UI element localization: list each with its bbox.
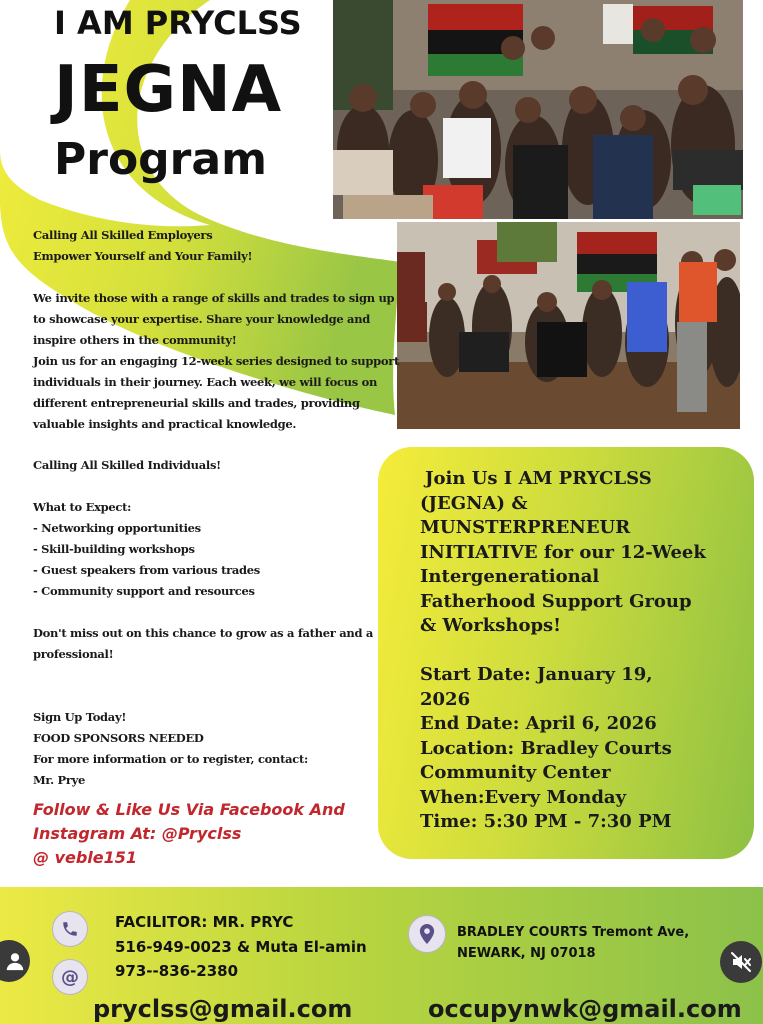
- follow-line: Instagram At: @Pryclss: [33, 824, 242, 843]
- callout-line: Join Us I AM PRYCLSS: [425, 468, 652, 489]
- event-callout-box: [378, 447, 754, 859]
- phone-2: 973--836-2380: [115, 962, 239, 980]
- mute-button[interactable]: [720, 941, 762, 983]
- expect-item: - Guest speakers from various trades: [33, 563, 260, 577]
- callout-line: MUNSTERPRENEUR: [420, 517, 631, 538]
- schedule-day: When:Every Monday: [420, 786, 627, 808]
- schedule-time: Time: 5:30 PM - 7:30 PM: [420, 811, 672, 832]
- intro-paragraph-line: We invite those with a range of skills and trades to sign up: [33, 291, 395, 305]
- address-line-2: NEWARK, NJ 07018: [457, 946, 596, 961]
- expect-item: - Networking opportunities: [33, 521, 201, 535]
- intro-paragraph-line: individuals in their journey. Each week, we will focus on: [33, 375, 378, 389]
- address-line-1: BRADLEY COURTS Tremont Ave,: [457, 925, 690, 940]
- email-2[interactable]: occupynwk@gmail.com: [428, 995, 742, 1023]
- callout-line: Fatherhood Support Group: [420, 590, 692, 612]
- callout-line: (JEGNA) &: [420, 492, 528, 514]
- intro-paragraph-line: Join us for an engaging 12-week series designed to support: [33, 354, 399, 368]
- follow-line: @ veble151: [33, 848, 138, 867]
- title-line-1: I AM PRYCLSS: [54, 4, 302, 42]
- location-pin-icon: [408, 915, 446, 953]
- expect-heading: What to Expect:: [33, 500, 132, 514]
- signup-line: Sign Up Today!: [33, 710, 127, 724]
- signup-line: FOOD SPONSORS NEEDED: [33, 731, 204, 745]
- callout-line: & Workshops!: [420, 615, 562, 636]
- phone-1: 516-949-0023 & Muta El-amin: [115, 938, 367, 956]
- start-date: Start Date: January 19,: [420, 664, 653, 685]
- social-follow: [33, 798, 345, 870]
- speaker-muted-icon: [729, 950, 753, 974]
- at-sign-icon: @: [52, 959, 88, 995]
- group-photo-2: [397, 222, 740, 429]
- title-line-3: Program: [54, 134, 267, 185]
- start-date-year: 2026: [420, 688, 471, 710]
- dont-miss-line: Don't miss out on this chance to grow as a father and a: [33, 626, 374, 640]
- phone-icon: [52, 911, 88, 947]
- user-icon: [4, 950, 26, 972]
- calling-individuals: Calling All Skilled Individuals!: [33, 458, 221, 472]
- follow-line: Follow & Like Us Via Facebook And: [33, 800, 345, 819]
- intro-paragraph-line: inspire others in the community!: [33, 333, 237, 347]
- intro-heading-2: Empower Yourself and Your Family!: [33, 249, 253, 263]
- callout-line: Intergenerational: [420, 566, 600, 587]
- intro-paragraph-line: valuable insights and practical knowledge.: [33, 417, 297, 431]
- contact-footer: [0, 887, 763, 1024]
- title-line-2: JEGNA: [54, 53, 283, 127]
- intro-paragraph-line: to showcase your expertise. Share your knowledge and: [33, 312, 370, 326]
- dont-miss-line: professional!: [33, 647, 114, 661]
- facilitator: FACILITOR: MR. PRYC: [115, 913, 294, 931]
- expect-item: - Community support and resources: [33, 584, 255, 598]
- contact-name: Mr. Prye: [33, 773, 86, 787]
- end-date: End Date: April 6, 2026: [420, 713, 657, 734]
- location: Location: Bradley Courts: [420, 737, 672, 759]
- location-line-2: Community Center: [420, 762, 611, 783]
- email-1[interactable]: pryclss@gmail.com: [93, 995, 353, 1023]
- signup-line: For more information or to register, contact:: [33, 752, 308, 766]
- intro-heading-1: Calling All Skilled Employers: [33, 228, 213, 242]
- group-photo-1: [333, 0, 743, 219]
- expect-item: - Skill-building workshops: [33, 542, 195, 556]
- intro-paragraph-line: different entrepreneurial skills and trades, providing: [33, 396, 360, 410]
- callout-line: INITIATIVE for our 12-Week: [420, 541, 706, 563]
